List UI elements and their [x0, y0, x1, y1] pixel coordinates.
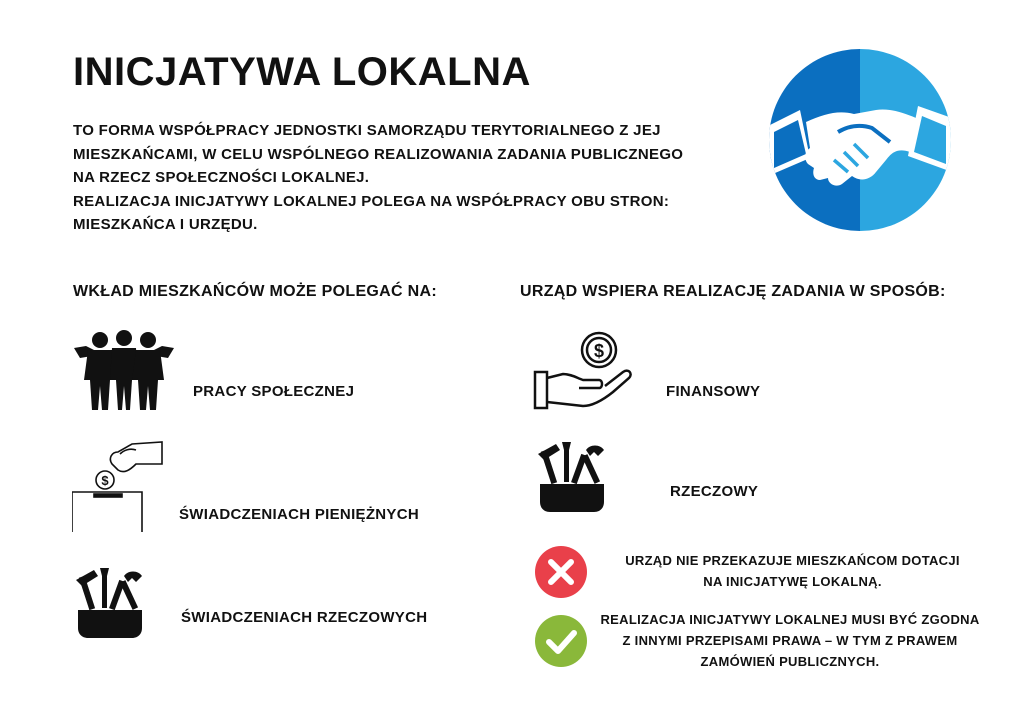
- intro-line: MIESZKAŃCA I URZĘDU.: [73, 216, 258, 233]
- intro-line: TO FORMA WSPÓŁPRACY JEDNOSTKI SAMORZĄDU TERYTORIALNEGO Z JEJ: [73, 122, 661, 139]
- note-line: ZAMÓWIEŃ PUBLICZNYCH.: [700, 654, 880, 669]
- left-item-label: ŚWIADCZENIACH RZECZOWYCH: [181, 609, 428, 626]
- handshake-logo-icon: [768, 48, 952, 232]
- intro-line: MIESZKAŃCAMI, W CELU WSPÓLNEGO REALIZOWANIA ZADANIA PUBLICZNEGO: [73, 145, 684, 163]
- coin-donation-icon: [72, 440, 168, 534]
- note-line: Z INNYMI PRZEPISAMI PRAWA – W TYM Z PRAWEM: [622, 633, 958, 648]
- no-grant-note: [600, 550, 985, 592]
- note-line: REALIZACJA INICJATYWY LOKALNEJ MUSI BYĆ ZGODNA: [600, 612, 980, 627]
- intro-line: REALIZACJA INICJATYWY LOKALNEJ POLEGA NA WSPÓŁPRACY OBU STRON:: [73, 192, 670, 210]
- page-title: INICJATYWA LOKALNA: [73, 50, 531, 94]
- svg-text:$: $: [101, 473, 109, 488]
- intro-line: NA RZECZ SPOŁECZNOŚCI LOKALNEJ.: [73, 169, 370, 186]
- right-item-label: FINANSOWY: [666, 383, 761, 400]
- left-column-heading: WKŁAD MIESZKAŃCÓW MOŻE POLEGAĆ NA:: [73, 283, 437, 300]
- note-line: URZĄD NIE PRZEKAZUJE MIESZKAŃCOM DOTACJI: [625, 553, 960, 568]
- right-item-label: RZECZOWY: [670, 483, 759, 500]
- intro-text: [73, 119, 683, 237]
- toolbox-icon: [74, 566, 146, 640]
- svg-text:$: $: [593, 341, 605, 361]
- left-item-label: ŚWIADCZENIACH PIENIĘŻNYCH: [179, 506, 420, 523]
- toolbox-icon: [536, 440, 608, 514]
- left-item-label: PRACY SPOŁECZNEJ: [193, 383, 355, 400]
- right-column-heading: URZĄD WSPIERA REALIZACJĘ ZADANIA W SPOSÓB:: [520, 283, 946, 300]
- law-note: [590, 609, 990, 672]
- people-group-icon: [72, 330, 176, 412]
- hand-money-icon: [533, 330, 635, 412]
- note-line: NA INICJATYWĘ LOKALNĄ.: [703, 574, 882, 589]
- red-x-icon: [535, 546, 587, 598]
- green-check-icon: [535, 615, 587, 667]
